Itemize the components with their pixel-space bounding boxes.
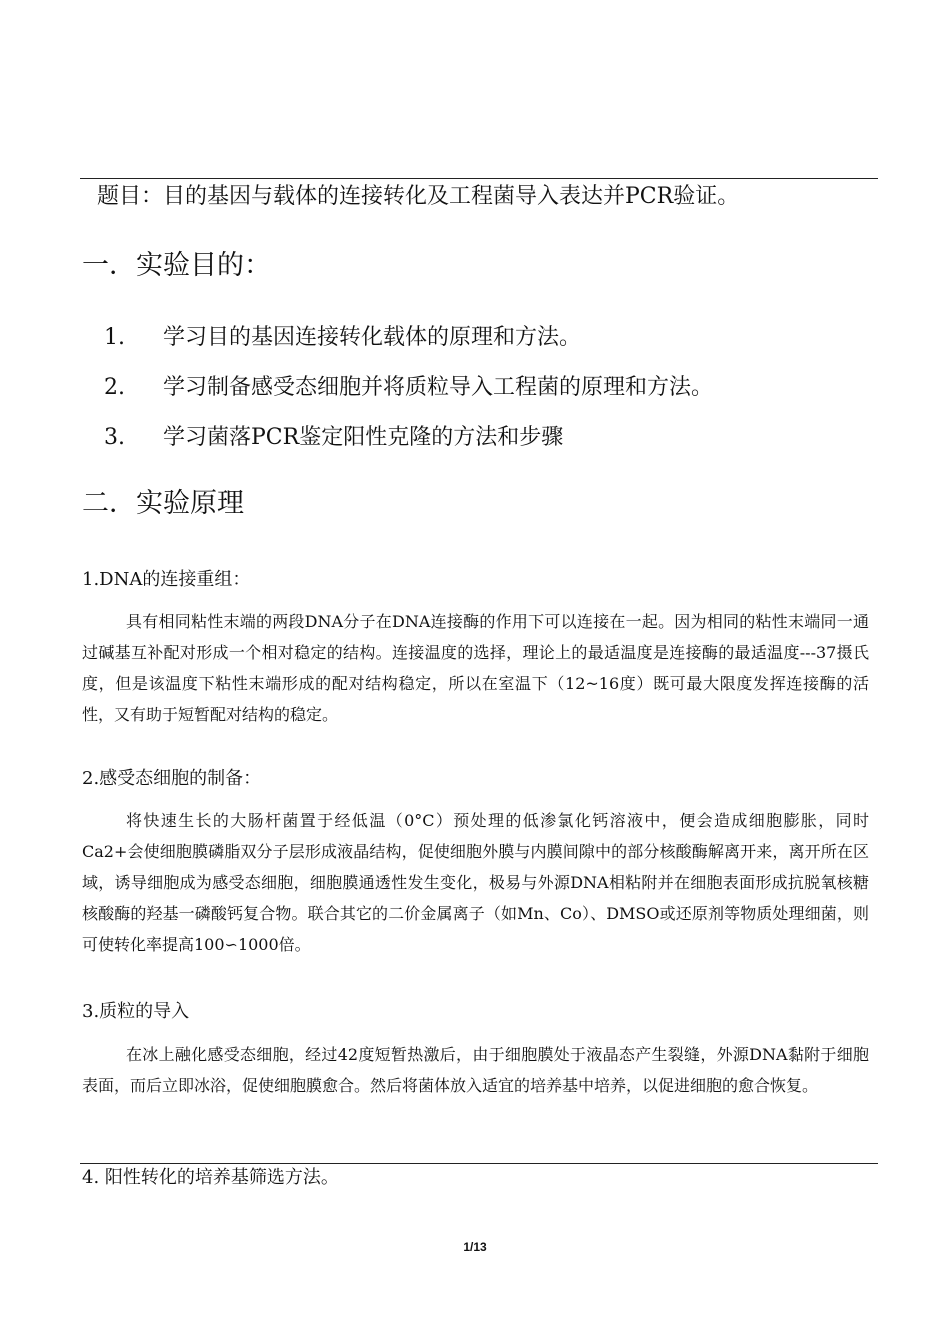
page-number: 1/13 [463,1240,487,1254]
list-item-number: 1. [104,325,125,350]
section-heading-principles: 二．实验原理 [82,488,244,519]
document-title: 题目：目的基因与载体的连接转化及工程菌导入表达并PCR验证。 [97,184,740,209]
section-heading-objectives: 一．实验目的： [82,250,271,281]
list-item [104,418,713,468]
paragraph-competent-cells: 将快速生长的大肠杆菌置于经低温（0°C）预处理的低渗氯化钙溶液中，便会造成细胞膨胀，同时Ca2+会使细胞膜磷脂双分子层形成液晶结构，促使细胞外膜与内膜间隙中的部分核酸酶解离开来，离开所在区域，诱导细胞成为感受态细胞，细胞膜通透性发生变化，极易与外源DNA相粘附并在细胞表面形成抗脱氧核糖核酸酶的羟基一磷酸钙复合物。联合其它的二价金属离子（如Mn、Co）、DMSO或还原剂等物质处理细菌，则可使转化率提高100∽1000倍。 [82,811,869,954]
paragraph-dna-ligation: 具有相同粘性末端的两段DNA分子在DNA连接酶的作用下可以连接在一起。因为相同的粘性末端同一通过碱基互补配对形成一个相对稳定的结构。连接温度的选择，理论上的最适温度是连接酶的最适温度---37摄氏度，但是该温度下粘性末端形成的配对结构稳定，所以在室温下（12~16度）既可最大限度发挥连接酶的活性，又有助于短暂配对结构的稳定。 [82,612,869,724]
subsection-heading-plasmid-import: 3.质粒的导入 [82,1001,190,1022]
list-item-text: 学习目的基因连接转化载体的原理和方法。 [163,325,582,350]
header-rule [80,178,878,179]
subsection-heading-competent-cells: 2.感受态细胞的制备： [82,768,262,789]
objectives-list [104,318,713,468]
list-item-number: 3. [104,425,125,450]
list-item-text: 学习菌落PCR鉴定阳性克隆的方法和步骤 [163,425,564,450]
list-item [104,318,713,368]
subsection-heading-screening: 4. 阳性转化的培养基筛选方法。 [82,1167,339,1188]
list-item [104,368,713,418]
list-item-text: 学习制备感受态细胞并将质粒导入工程菌的原理和方法。 [163,375,714,400]
paragraph-plasmid-import: 在冰上融化感受态细胞，经过42度短暂热激后，由于细胞膜处于液晶态产生裂缝，外源DNA黏附于细胞表面，而后立即冰浴，促使细胞膜愈合。然后将菌体放入适宜的培养基中培养，以促进细胞的愈合恢复。 [82,1045,869,1095]
list-item-number: 2. [104,375,125,400]
subsection-heading-dna-ligation: 1.DNA的连接重组： [82,569,251,590]
